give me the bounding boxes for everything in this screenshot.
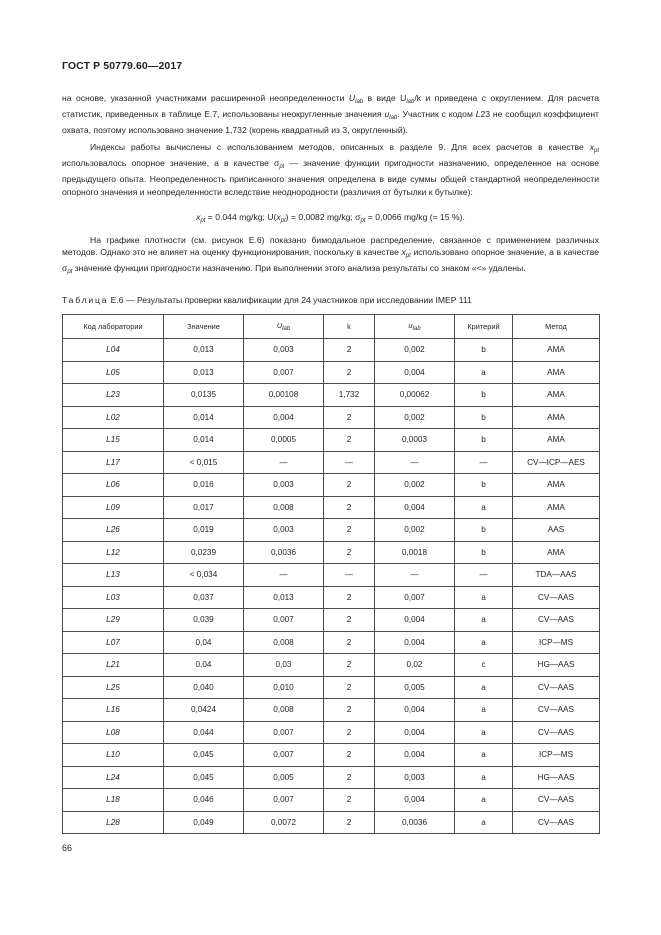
cell-u-lab: 0,002 [375, 339, 455, 362]
cell-u-lab: 0,002 [375, 519, 455, 542]
cell-value: 0,04 [164, 654, 244, 677]
cell-value: 0,049 [164, 811, 244, 834]
table-row [63, 699, 600, 722]
cell-u-lab: 0,004 [375, 789, 455, 812]
cell-criterion: — [455, 451, 513, 474]
cell-k: 2 [324, 631, 375, 654]
col-header-code: Код лаборатории [63, 315, 164, 339]
cell-u-lab: 0,004 [375, 361, 455, 384]
cell-k: 2 [324, 654, 375, 677]
cell-k: 2 [324, 766, 375, 789]
cell-U-lab: 0,007 [244, 609, 324, 632]
cell-method: AMA [513, 339, 600, 362]
cell-method: CV—AAS [513, 609, 600, 632]
table-caption: Таблица E.6 — Результаты проверки квалификации для 24 участников при исследовании IMEP 111 [62, 295, 472, 305]
cell-lab-code: L21 [63, 654, 164, 677]
cell-method: CV—AAS [513, 676, 600, 699]
cell-lab-code: L02 [63, 406, 164, 429]
table-row [63, 766, 600, 789]
cell-value: 0,016 [164, 474, 244, 497]
cell-method: TDA—AAS [513, 564, 600, 587]
cell-k: 2 [324, 721, 375, 744]
page-number: 66 [62, 843, 73, 853]
cell-method: AMA [513, 474, 600, 497]
cell-value: 0,014 [164, 429, 244, 452]
cell-u-lab: 0,004 [375, 631, 455, 654]
cell-lab-code: L17 [63, 451, 164, 474]
cell-method: AMA [513, 429, 600, 452]
cell-u-lab: 0,004 [375, 609, 455, 632]
col-header-value: Значение [164, 315, 244, 339]
cell-criterion: b [455, 406, 513, 429]
cell-u-lab: 0,004 [375, 496, 455, 519]
table-row [63, 361, 600, 384]
cell-k: 2 [324, 406, 375, 429]
document-header: ГОСТ Р 50779.60—2017 [62, 60, 183, 72]
cell-criterion: a [455, 744, 513, 767]
cell-u-lab: 0,007 [375, 586, 455, 609]
cell-criterion: b [455, 384, 513, 407]
cell-value: 0,019 [164, 519, 244, 542]
paragraph-2: Индексы работы вычислены с использованием методов, описанных в разделе 9. Для всех расчетов в качестве $x_{pt}$ использовалось опорное значение, а в качестве $\sigma_{pt}$ — значение функции пригодности назначению, определенное на основе предыдущего опыта. Неопределенность приписанного значения определена в виде суммы общей стандартной неопределенности опорного значения и неопределенности вследствие неоднородности (различия от бутылки к бутылке): [62, 142, 599, 197]
cell-k: 2 [324, 429, 375, 452]
cell-u-lab: — [375, 564, 455, 587]
cell-criterion: b [455, 541, 513, 564]
cell-u-lab: 0,002 [375, 406, 455, 429]
cell-U-lab: — [244, 451, 324, 474]
col-header-criterion: Критерий [455, 315, 513, 339]
cell-u-lab: 0,002 [375, 474, 455, 497]
cell-k: 2 [324, 789, 375, 812]
cell-u-lab: 0,00062 [375, 384, 455, 407]
table-row [63, 564, 600, 587]
table-row [63, 721, 600, 744]
cell-U-lab: 0,00108 [244, 384, 324, 407]
cell-lab-code: L25 [63, 676, 164, 699]
cell-value: 0,017 [164, 496, 244, 519]
table-row [63, 519, 600, 542]
cell-criterion: a [455, 721, 513, 744]
cell-U-lab: 0,005 [244, 766, 324, 789]
cell-k: 2 [324, 744, 375, 767]
cell-lab-code: L08 [63, 721, 164, 744]
cell-U-lab: — [244, 564, 324, 587]
cell-lab-code: L04 [63, 339, 164, 362]
cell-method: CV—AAS [513, 789, 600, 812]
cell-u-lab: — [375, 451, 455, 474]
cell-lab-code: L13 [63, 564, 164, 587]
cell-U-lab: 0,013 [244, 586, 324, 609]
cell-value: 0,046 [164, 789, 244, 812]
cell-k: 2 [324, 609, 375, 632]
cell-k: 2 [324, 474, 375, 497]
cell-criterion: a [455, 789, 513, 812]
cell-method: AMA [513, 496, 600, 519]
cell-method: AAS [513, 519, 600, 542]
table-row [63, 541, 600, 564]
cell-value: 0,044 [164, 721, 244, 744]
cell-method: CV—AAS [513, 811, 600, 834]
cell-k: 2 [324, 519, 375, 542]
paragraph-3: На графике плотности (см. рисунок E.6) показано бимодальное распределение, связанное с применением различных методов. Однако это не влияет на оценку функционирования, поскольку в качестве $x_{pt}$ использовано опорное значение, а в качестве $\sigma_{pt}$ значение функции пригодности назначению. При выполнении этого анализа результаты со знаком «<» удалены. [62, 235, 599, 276]
cell-criterion: c [455, 654, 513, 677]
cell-criterion: a [455, 496, 513, 519]
cell-lab-code: L05 [63, 361, 164, 384]
table-row [63, 654, 600, 677]
cell-k: 2 [324, 676, 375, 699]
cell-u-lab: 0,0018 [375, 541, 455, 564]
results-table [62, 314, 600, 834]
cell-lab-code: L24 [63, 766, 164, 789]
cell-k: 2 [324, 361, 375, 384]
table-row [63, 586, 600, 609]
cell-k: — [324, 564, 375, 587]
col-header-k: k [324, 315, 375, 339]
table-row [63, 609, 600, 632]
table-row [63, 676, 600, 699]
cell-U-lab: 0,0005 [244, 429, 324, 452]
cell-u-lab: 0,003 [375, 766, 455, 789]
cell-method: CV—AAS [513, 699, 600, 722]
table-row [63, 429, 600, 452]
table-row [63, 384, 600, 407]
cell-U-lab: 0,003 [244, 519, 324, 542]
cell-U-lab: 0,007 [244, 789, 324, 812]
table-row [63, 631, 600, 654]
cell-U-lab: 0,004 [244, 406, 324, 429]
cell-value: 0,045 [164, 766, 244, 789]
cell-lab-code: L23 [63, 384, 164, 407]
cell-U-lab: 0,007 [244, 744, 324, 767]
cell-value: 0,0135 [164, 384, 244, 407]
cell-method: CV—AAS [513, 586, 600, 609]
cell-u-lab: 0,004 [375, 699, 455, 722]
cell-criterion: a [455, 361, 513, 384]
cell-criterion: a [455, 609, 513, 632]
cell-criterion: b [455, 474, 513, 497]
cell-criterion: a [455, 631, 513, 654]
cell-U-lab: 0,007 [244, 361, 324, 384]
cell-value: 0,039 [164, 609, 244, 632]
cell-U-lab: 0,003 [244, 339, 324, 362]
cell-U-lab: 0,008 [244, 631, 324, 654]
cell-lab-code: L15 [63, 429, 164, 452]
cell-lab-code: L26 [63, 519, 164, 542]
cell-value: 0,045 [164, 744, 244, 767]
cell-u-lab: 0,02 [375, 654, 455, 677]
cell-value: 0,037 [164, 586, 244, 609]
cell-U-lab: 0,0072 [244, 811, 324, 834]
cell-k: 2 [324, 339, 375, 362]
cell-value: 0,013 [164, 361, 244, 384]
cell-k: — [324, 451, 375, 474]
cell-method: HG—AAS [513, 766, 600, 789]
cell-U-lab: 0,007 [244, 721, 324, 744]
col-header-U: $U_{lab}$ [244, 315, 324, 339]
cell-lab-code: L28 [63, 811, 164, 834]
cell-criterion: b [455, 429, 513, 452]
cell-u-lab: 0,0036 [375, 811, 455, 834]
cell-criterion: b [455, 519, 513, 542]
table-row [63, 406, 600, 429]
cell-lab-code: L29 [63, 609, 164, 632]
cell-method: AMA [513, 541, 600, 564]
cell-value: 0,0424 [164, 699, 244, 722]
cell-lab-code: L06 [63, 474, 164, 497]
cell-lab-code: L12 [63, 541, 164, 564]
cell-u-lab: 0,0003 [375, 429, 455, 452]
table-header-row [63, 315, 600, 339]
cell-lab-code: L03 [63, 586, 164, 609]
cell-criterion: a [455, 766, 513, 789]
cell-criterion: a [455, 699, 513, 722]
cell-k: 2 [324, 541, 375, 564]
cell-criterion: a [455, 586, 513, 609]
table-row [63, 496, 600, 519]
cell-u-lab: 0,004 [375, 744, 455, 767]
cell-lab-code: L07 [63, 631, 164, 654]
cell-U-lab: 0,03 [244, 654, 324, 677]
table-body [63, 339, 600, 834]
cell-k: 2 [324, 699, 375, 722]
paragraph-1: на основе, указанной участниками расширенной неопределенности $U_{lab}$ в виде $U_{lab}/k$ и приведена с округлением. Для расчета статистик, приведенных в таблице E.7, использованы неокругленные значения $u_{lab}$. Участник с кодом L23 не сообщил коэффициент охвата, поэтому использовано значение 1,732 (корень квадратный из 3, округленный). [62, 93, 599, 136]
cell-method: CV—AAS [513, 721, 600, 744]
cell-value: 0,014 [164, 406, 244, 429]
table-row [63, 744, 600, 767]
cell-value: 0,013 [164, 339, 244, 362]
cell-criterion: a [455, 811, 513, 834]
cell-value: < 0,034 [164, 564, 244, 587]
cell-method: AMA [513, 406, 600, 429]
cell-u-lab: 0,005 [375, 676, 455, 699]
cell-U-lab: 0,010 [244, 676, 324, 699]
cell-criterion: b [455, 339, 513, 362]
cell-method: HG—AAS [513, 654, 600, 677]
cell-k: 2 [324, 496, 375, 519]
cell-method: AMA [513, 384, 600, 407]
cell-k: 1,732 [324, 384, 375, 407]
table-row [63, 811, 600, 834]
cell-lab-code: L09 [63, 496, 164, 519]
col-header-method: Метод [513, 315, 600, 339]
col-header-u: $u_{lab}$ [375, 315, 455, 339]
cell-method: CV—ICP—AES [513, 451, 600, 474]
cell-u-lab: 0,004 [375, 721, 455, 744]
cell-criterion: a [455, 676, 513, 699]
cell-method: ICP—MS [513, 744, 600, 767]
table-row [63, 474, 600, 497]
equation: $x_{pt} = 0.044$ mg/kg; $U(x_{pt}) = 0,0082$ mg/kg; $\sigma_{pt} = 0,0066$ mg/kg (= 15 %). [196, 212, 465, 224]
cell-lab-code: L18 [63, 789, 164, 812]
cell-lab-code: L10 [63, 744, 164, 767]
table-row [63, 451, 600, 474]
cell-method: ICP—MS [513, 631, 600, 654]
cell-value: 0,040 [164, 676, 244, 699]
cell-method: AMA [513, 361, 600, 384]
cell-lab-code: L16 [63, 699, 164, 722]
cell-value: 0,0239 [164, 541, 244, 564]
cell-value: 0,04 [164, 631, 244, 654]
table-row [63, 339, 600, 362]
table-row [63, 789, 600, 812]
cell-value: < 0,015 [164, 451, 244, 474]
cell-U-lab: 0,0036 [244, 541, 324, 564]
cell-k: 2 [324, 811, 375, 834]
cell-k: 2 [324, 586, 375, 609]
cell-criterion: — [455, 564, 513, 587]
cell-U-lab: 0,008 [244, 699, 324, 722]
cell-U-lab: 0,008 [244, 496, 324, 519]
cell-U-lab: 0,003 [244, 474, 324, 497]
